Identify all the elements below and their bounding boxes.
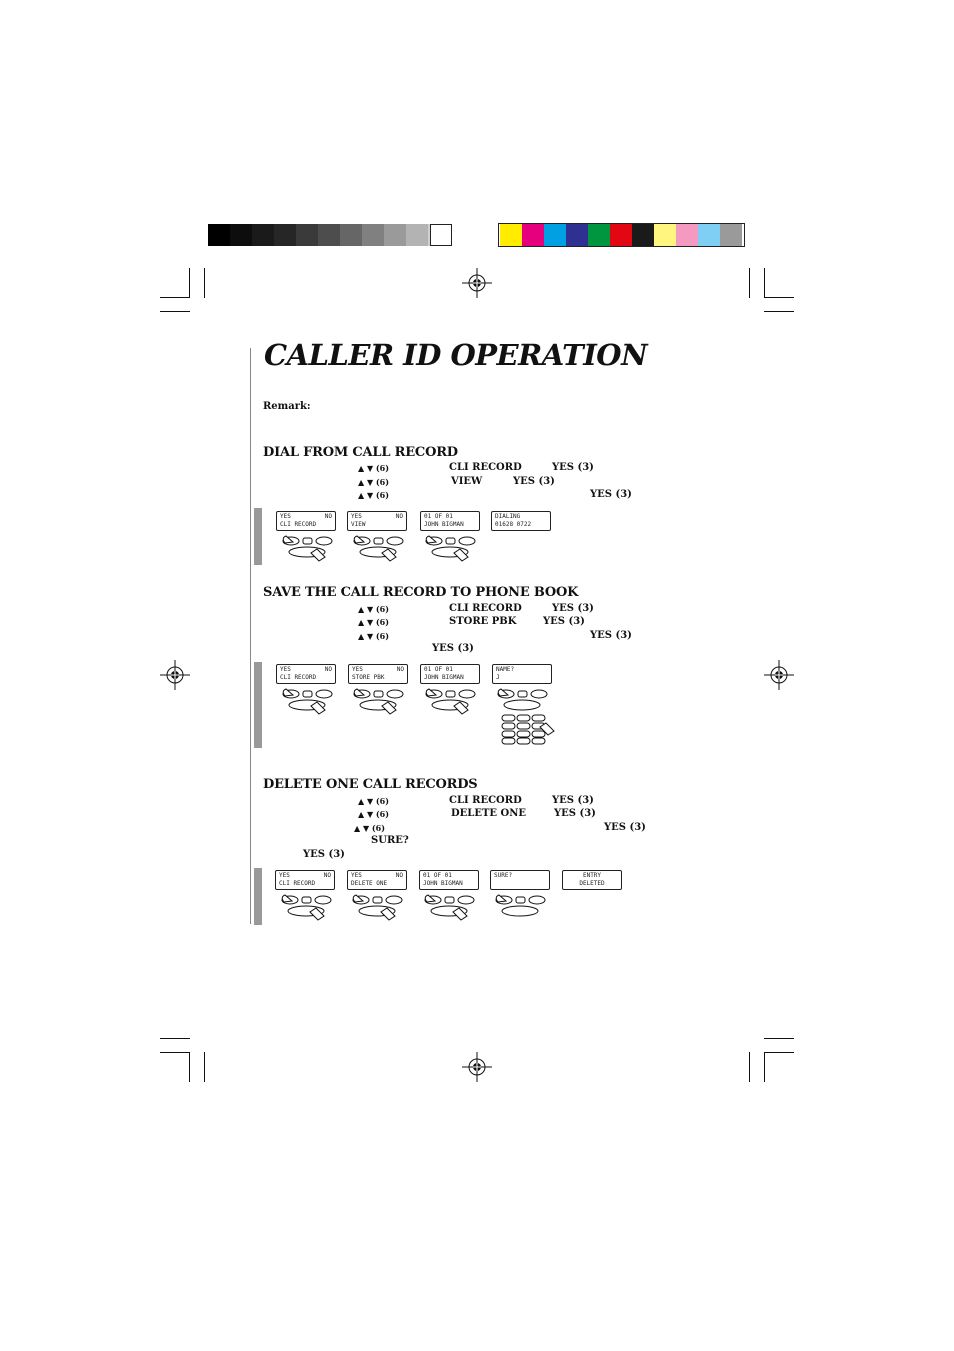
keypad-press-icon [348,533,408,563]
gray-swatch [318,224,340,246]
step-yes: YES (3) [554,808,596,819]
lcd-screen: YES NO CLI RECORD [276,664,336,684]
step-yes: YES (3) [590,630,632,641]
section-bar [254,868,262,925]
keypad-press-icon [420,533,480,563]
registration-mark-icon [462,1052,492,1082]
gray-swatch [274,224,296,246]
lcd-screen: YES NO DELETE ONE [347,870,407,890]
section-bar [254,508,262,565]
nav-arrows: ▲ ▼ (6) [354,823,386,833]
step-yes: YES (3) [432,643,474,654]
gray-swatch [384,224,406,246]
sure-prompt: SURE? [371,835,409,846]
step-yes: YES (3) [303,849,345,860]
step-item: VIEW [451,476,483,487]
lcd-screen: YES NO CLI RECORD [276,511,336,531]
keypad-press-icon [490,892,550,922]
section-heading-dial: DIAL FROM CALL RECORD [263,445,458,460]
gray-swatch [430,224,452,246]
color-bar-frame [498,223,745,247]
gray-swatch [362,224,384,246]
step-item: DELETE ONE [451,808,526,819]
nav-arrows: ▲ ▼ (6) [358,617,390,627]
nav-arrows: ▲ ▼ (6) [358,477,390,487]
registration-mark-icon [462,268,492,298]
lcd-screen: 01 OF 01 JOHN BIGMAN [420,511,480,531]
step-item: CLI RECORD [449,462,522,473]
lcd-screen: ENTRY DELETED [562,870,622,890]
step-yes: YES (3) [513,476,555,487]
keypad-press-icon [492,686,552,716]
lcd-screen: YES NO STORE PBK [348,664,408,684]
nav-arrows: ▲ ▼ (6) [358,809,390,819]
keypad-press-icon [276,892,336,922]
gray-swatch [252,224,274,246]
step-yes: YES (3) [552,462,594,473]
nav-arrows: ▲ ▼ (6) [358,796,390,806]
step-yes: YES (3) [552,603,594,614]
keypad-press-icon [348,686,408,716]
gray-swatch [230,224,252,246]
section-heading-delete: DELETE ONE CALL RECORDS [263,777,478,792]
registration-mark-icon [764,660,794,690]
gray-swatch [340,224,362,246]
nav-arrows: ▲ ▼ (6) [358,463,390,473]
lcd-screen: DIALING 01628 0722 [491,511,551,531]
step-item: CLI RECORD [449,795,522,806]
step-yes: YES (3) [604,822,646,833]
page-title: CALLER ID OPERATION [264,338,648,372]
nav-arrows: ▲ ▼ (6) [358,490,390,500]
gray-swatch [296,224,318,246]
lcd-screen: NAME? J [492,664,552,684]
keypad-press-icon [420,686,480,716]
lcd-screen: YES NO VIEW [347,511,407,531]
step-yes: YES (3) [590,489,632,500]
step-yes: YES (3) [543,616,585,627]
lcd-screen: 01 OF 01 JOHN BIGMAN [420,664,480,684]
step-yes: YES (3) [552,795,594,806]
keypad-press-icon [419,892,479,922]
keypad-press-icon [347,892,407,922]
numeric-keypad-icon [500,713,556,745]
step-item: CLI RECORD [449,603,522,614]
nav-arrows: ▲ ▼ (6) [358,604,390,614]
lcd-screen: 01 OF 01 JOHN BIGMAN [419,870,479,890]
registration-mark-icon [160,660,190,690]
keypad-press-icon [277,533,337,563]
remark-label: Remark: [263,401,311,412]
margin-rule [250,348,251,924]
gray-swatch [406,224,428,246]
step-item: STORE PBK [449,616,517,627]
lcd-screen: SURE? [490,870,550,890]
gray-swatch [208,224,230,246]
section-bar [254,662,262,748]
keypad-press-icon [277,686,337,716]
nav-arrows: ▲ ▼ (6) [358,631,390,641]
lcd-screen: YES NO CLI RECORD [275,870,335,890]
section-heading-save: SAVE THE CALL RECORD TO PHONE BOOK [263,585,579,600]
